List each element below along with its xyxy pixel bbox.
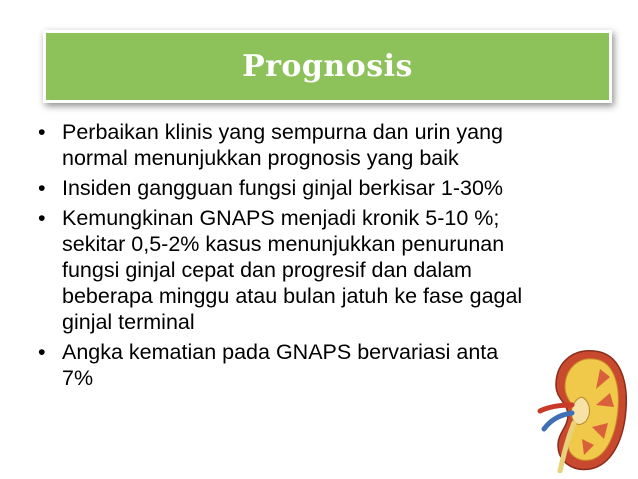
bullet-text: Angka kematian pada GNAPS bervariasi anta 7%: [62, 340, 499, 390]
bullet-marker: •: [38, 206, 46, 230]
bullet-marker: •: [38, 340, 46, 364]
slide-title: Prognosis: [242, 49, 413, 84]
bullet-marker: •: [38, 120, 46, 144]
bullet-item: [38, 175, 598, 201]
title-banner: [43, 30, 612, 103]
bullet-item: [38, 339, 598, 391]
bullet-list: [38, 119, 598, 395]
bullet-text: Kemungkinan GNAPS menjadi kronik 5-10 %; sekitar 0,5-2% kasus menunjukkan penurunan fungsi ginjal cepat dan progresif dan dalam beberapa minggu atau bulan jatuh ke fase gagal ginjal terminal: [62, 206, 523, 334]
bullet-item: [38, 119, 598, 171]
bullet-text: Insiden gangguan fungsi ginjal berkisar 1-30%: [62, 176, 504, 200]
bullet-item: [38, 205, 598, 335]
bullet-marker: •: [38, 176, 46, 200]
kidney-illustration-icon: [534, 347, 630, 473]
bullet-text: Perbaikan klinis yang sempurna dan urin yang normal menunjukkan prognosis yang baik: [62, 120, 504, 170]
